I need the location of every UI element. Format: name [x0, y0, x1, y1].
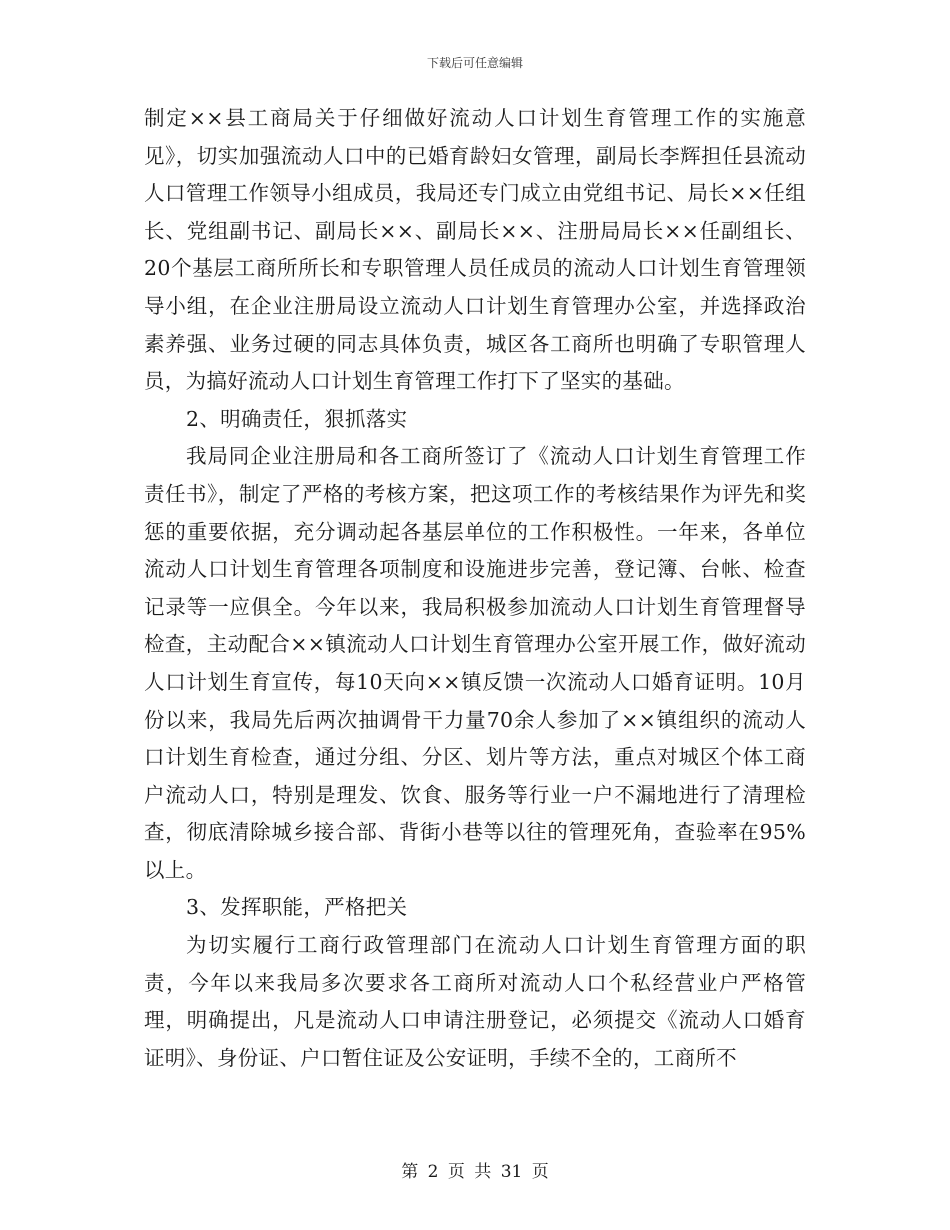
- document-body: [144, 100, 806, 1077]
- page-number-footer: 第 2 页 共 31 页: [401, 1162, 549, 1182]
- section-heading-2: 2、明确责任，狠抓落实: [186, 406, 408, 431]
- paragraph-responsibility: 我局同企业注册局和各工商所签订了《流动人口计划生育管理工作责任书》，制定了严格的考核方案，把这项工作的考核结果作为评先和奖惩的重要依据，充分调动起各基层单位的工作积极性。一年来，各单位流动人口计划生育管理各项制度和设施进步完善，登记簿、台帐、检查记录等一应俱全。今年以来，我局积极参加流动人口计划生育管理督导检查，主动配合××镇流动人口计划生育管理办公室开展工作，做好流动人口计划生育宣传，每10天向××镇反馈一次流动人口婚育证明。10月份以来，我局先后两次抽调骨干力量70余人参加了××镇组织的流动人口计划生育检查，通过分组、分区、划片等方法，重点对城区个体工商户流动人口，特别是理发、饮食、服务等行业一户不漏地进行了清理检查，彻底清除城乡接合部、背街小巷等以往的管理死角，查验率在95%以上。: [144, 444, 806, 882]
- section-heading-3: 3、发挥职能，严格把关: [186, 895, 408, 920]
- paragraph-function: 为切实履行工商行政管理部门在流动人口计划生育管理方面的职责，今年以来我局多次要求各工商所对流动人口个私经营业户严格管理，明确提出，凡是流动人口申请注册登记，必须提交《流动人口婚育证明》、身份证、户口暂住证及公安证明，手续不全的，工商所不: [144, 933, 806, 1070]
- paragraph-continuation: 制定××县工商局关于仔细做好流动人口计划生育管理工作的实施意见》，切实加强流动人口中的已婚育龄妇女管理，副局长李辉担任县流动人口管理工作领导小组成员，我局还专门成立由党组书记、局长××任组长、党组副书记、副局长××、副局长××、注册局局长××任副组长、20个基层工商所所长和专职管理人员任成员的流动人口计划生育管理领导小组，在企业注册局设立流动人口计划生育管理办公室，并选择政治素养强、业务过硬的同志具体负责，城区各工商所也明确了专职管理人员，为搞好流动人口计划生育管理工作打下了坚实的基础。: [144, 106, 806, 394]
- page-header: 下载后可任意编辑: [426, 56, 523, 70]
